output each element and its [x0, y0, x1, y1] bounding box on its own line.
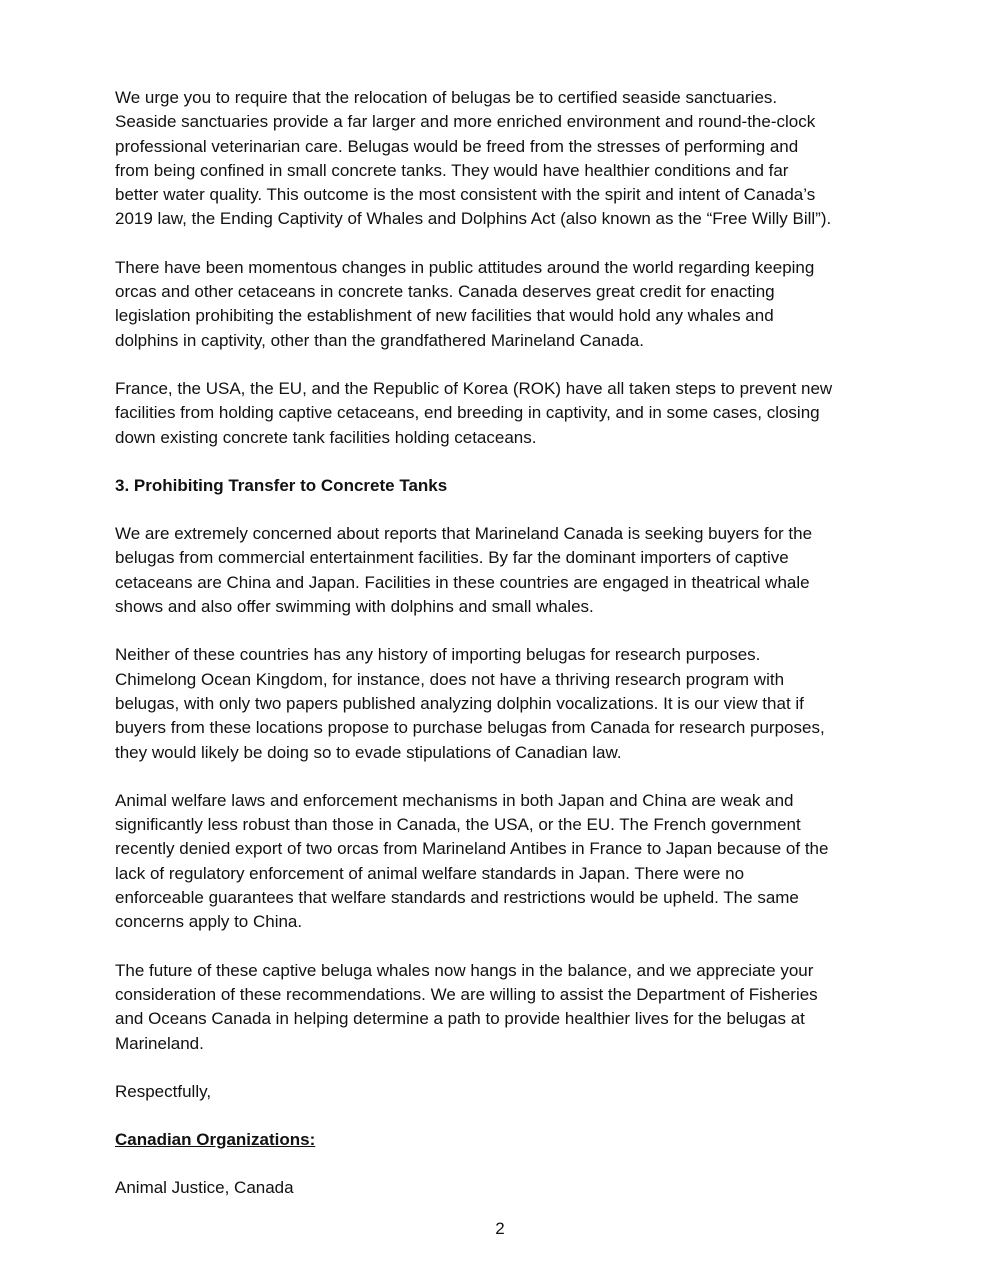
document-body: [115, 86, 885, 1225]
closing-respectfully: Respectfully,: [115, 1081, 212, 1101]
paragraph-seaside-sanctuaries: We urge you to require that the relocation of belugas be to certified seaside sanctuaries. Seaside sanctuaries provide a far larger and more enriched environment and round-the-clock professional veterinarian care. Belugas would be freed from the stresses of performing and from being confined in small concrete tanks. They would have healthier conditions and far better water quality. This outcome is the most consistent with the spirit and intent of Canada’s 2019 law, the Ending Captivity of Whales and Dolphins Act (also known as the “Free Willy Bill”).: [115, 88, 832, 229]
paragraph-future-belugas: The future of these captive beluga whales now hangs in the balance, and we appreciate your consideration of these recommendations. We are willing to assist the Department of Fisheries and Oceans Canada in helping determine a path to provide healthier lives for the belugas at Marineland.: [115, 960, 818, 1053]
paragraph-welfare-laws: Animal welfare laws and enforcement mechanisms in both Japan and China are weak and significantly less robust than those in Canada, the USA, or the EU. The French government recently denied export of two orcas from Marineland Antibes in France to Japan because of the lack of regulatory enforcement of animal welfare standards in Japan. There were no enforceable guarantees that welfare standards and restrictions would be upheld. The same concerns apply to China.: [115, 790, 829, 932]
paragraph-public-attitudes: There have been momentous changes in public attitudes around the world regarding keeping orcas and other cetaceans in concrete tanks. Canada deserves great credit for enacting legislation prohibiting the establishment of new facilities that would hold any whales and dolphins in captivity, other than the grandfathered Marineland Canada.: [115, 257, 815, 350]
page-number: 2: [495, 1219, 505, 1238]
section-heading-prohibiting-transfer: 3. Prohibiting Transfer to Concrete Tanks: [115, 475, 448, 495]
paragraph-buyers-concern: We are extremely concerned about reports that Marineland Canada is seeking buyers for the belugas from commercial entertainment facilities. By far the dominant importers of captive cetaceans are China and Japan. Facilities in these countries are engaged in theatrical whale shows and also offer swimming with dolphins and small whales.: [115, 524, 813, 617]
paragraph-research-purposes: Neither of these countries has any history of importing belugas for research purposes. Chimelong Ocean Kingdom, for instance, does not have a thriving research program with belugas, with only two papers published analyzing dolphin vocalizations. It is our view that if buyers from these locations propose to purchase belugas from Canada for research purposes, they would likely be doing so to evade stipulations of Canadian law.: [115, 645, 825, 762]
organization-animal-justice: Animal Justice, Canada: [115, 1178, 294, 1198]
paragraph-international-steps: France, the USA, the EU, and the Republic of Korea (ROK) have all taken steps to prevent new facilities from holding captive cetaceans, end breeding in captivity, and in some cases, closing down existing concrete tank facilities holding cetaceans.: [115, 378, 833, 447]
heading-canadian-organizations: Canadian Organizations:: [115, 1130, 316, 1150]
